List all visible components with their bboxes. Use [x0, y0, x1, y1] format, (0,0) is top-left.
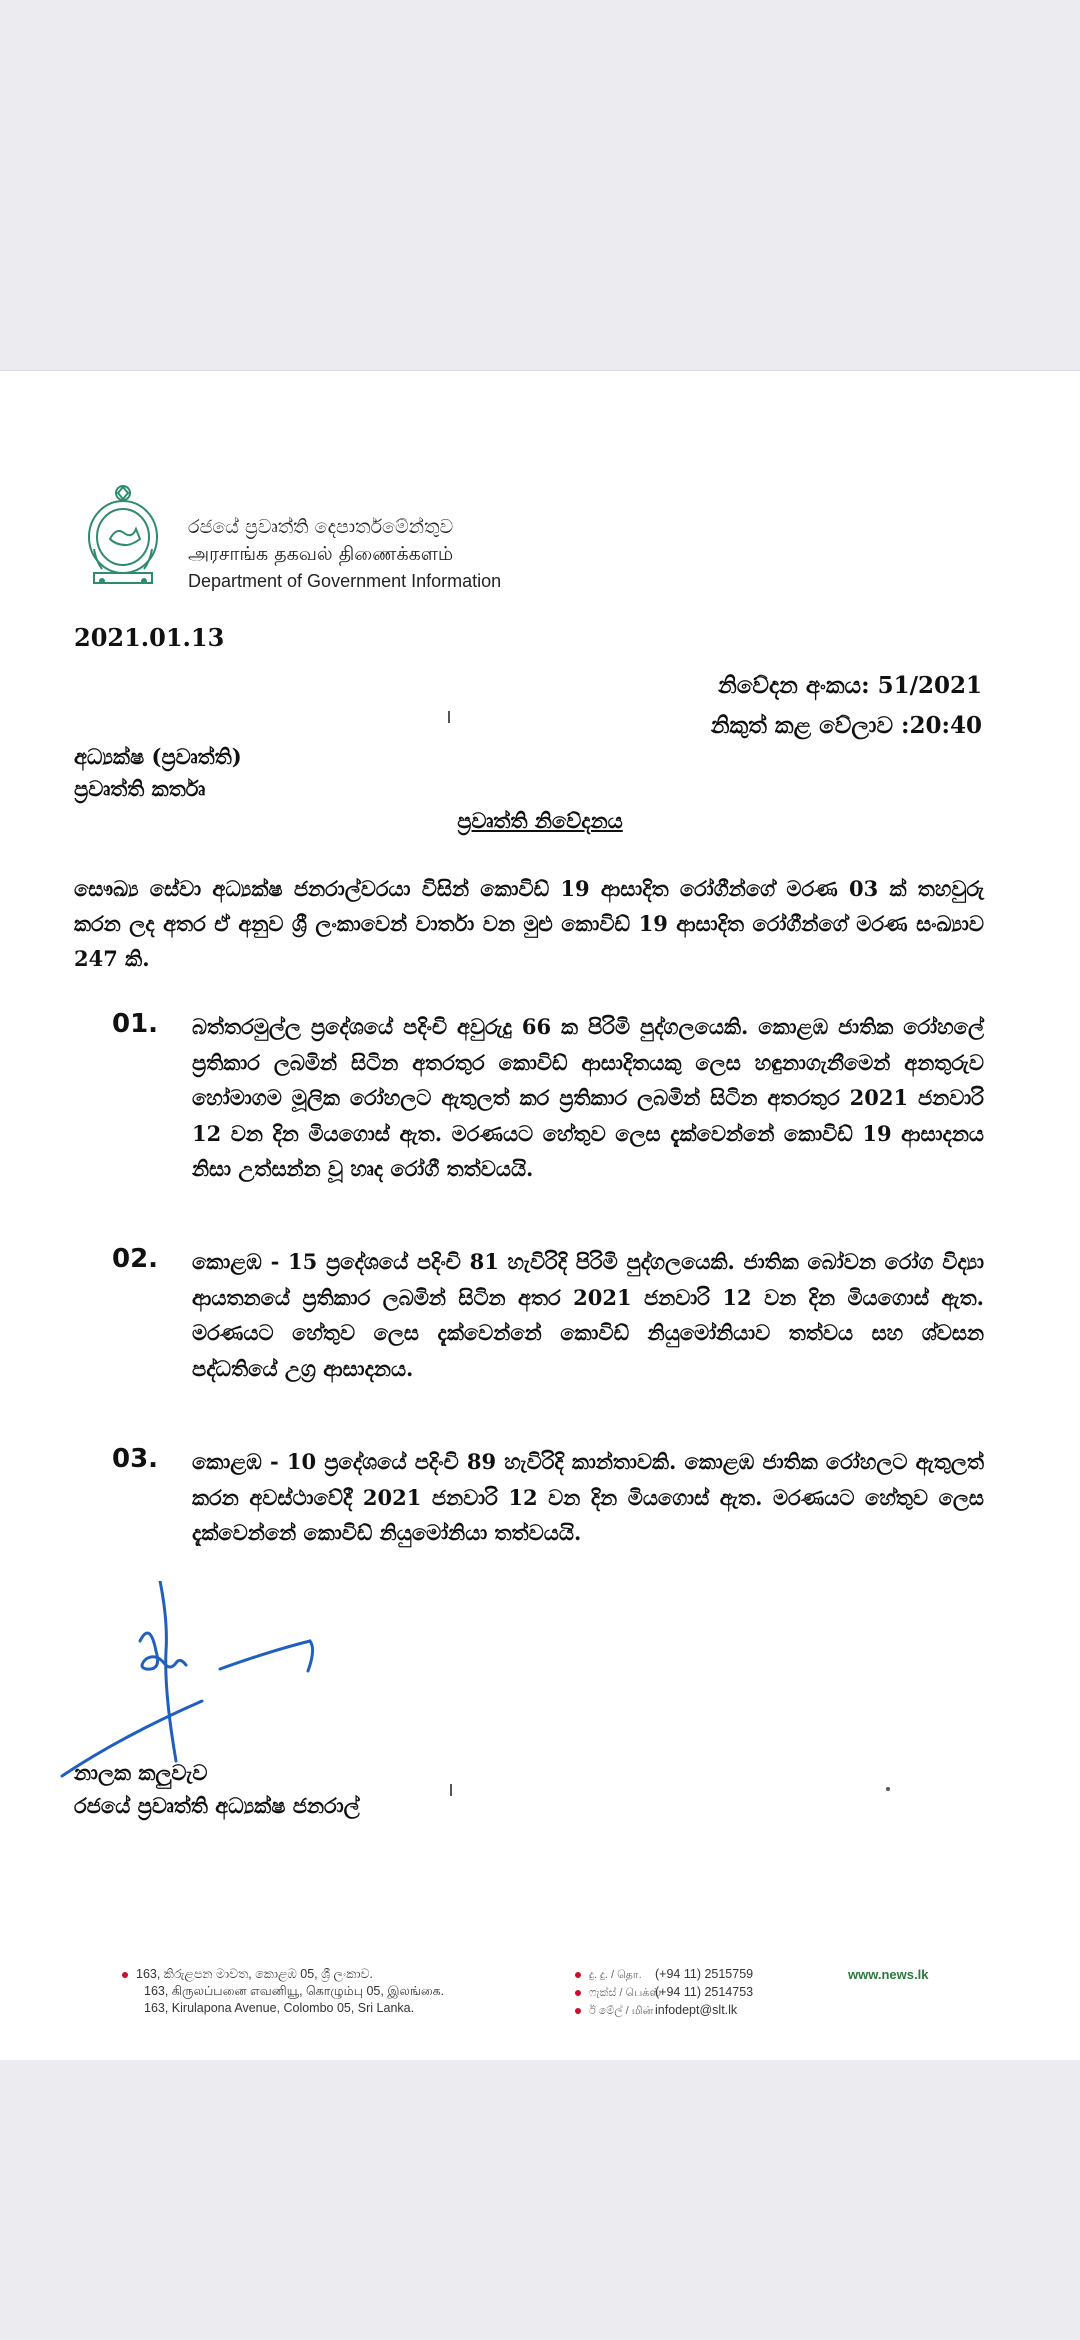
address-tamil: 163, கிருலப்பனை எவனியூ, கொழும்பு 05, இலங்கை. — [144, 1984, 445, 1998]
subject-text: ප්‍රවෘත්ති නිවේදනය — [457, 808, 623, 833]
press-release-document — [0, 370, 1080, 2062]
scan-mark — [886, 1787, 890, 1791]
scan-mark — [450, 1784, 452, 1796]
handwritten-signature — [60, 1581, 340, 1781]
signer-title: රජයේ ප්‍රවෘත්ති අධ්‍යක්ෂ ජනරාල් — [74, 1793, 360, 1818]
department-header — [188, 514, 501, 595]
footer-address — [122, 1966, 444, 2017]
email-address: infodept@slt.lk — [655, 2003, 738, 2017]
address-sinhala: 163, කිරුළපන මාවත, කොළඹ 05, ශ්‍රී ලංකාව. — [136, 1967, 373, 1981]
signer-name: නාලක කලුවැව — [74, 1760, 208, 1785]
addressee — [74, 741, 242, 805]
release-time: නිකුත් කළ වේලාව :20:40 — [710, 712, 982, 739]
bullet-icon — [575, 2008, 581, 2014]
list-item — [112, 1244, 984, 1386]
phone-number: (+94 11) 2515759 — [655, 1967, 754, 1981]
item-text: කොළඹ - 10 ප්‍රදේශයේ පදිංචි 89 හැවිරිදි කාන්තාවකි. කොළඹ ජාතික රෝහලට ඇතුලත් කරන අවස්ථාවේදී 2021 ජනවාරි 12 වන දින මියගොස් ඇත. මරණයට හේතුව ලෙස දැක්වෙන්නේ කොවිඩ් නියුමෝනියා තත්වයයි. — [192, 1449, 984, 1545]
item-number: 03. — [112, 1444, 159, 1474]
list-item — [112, 1009, 984, 1187]
fax-label: ෆැක්ස් / பெக்ஸ் — [589, 1987, 662, 1999]
item-text: කොළඹ - 15 ප්‍රදේශයේ පදිංචි 81 හැවිරිදි පිරිමි පුද්ගලයෙකි. ජාතික බෝවන රෝග විද්‍යා ආයතනයේ ප්‍රතිකාර ලබමින් සිටින අතර 2021 ජනවාරි 12 වන දින මියගොස් ඇත. මරණයට හේතුව ලෙස දැක්වෙන්නේ කොවිඩ් නියුමෝනියාව තත්වය සහ ශ්වසන පද්ධතියේ උග්‍ර ආසාදනය. — [192, 1249, 984, 1381]
bullet-icon — [575, 1972, 581, 1978]
screen-top-background — [0, 0, 1080, 370]
release-reference — [711, 666, 982, 746]
dept-name-tamil: அரசாங்க தகவல் திணைக்களம் — [188, 543, 454, 565]
sri-lanka-emblem-icon — [82, 481, 164, 593]
email-label: ඊ මේල් / மின் — [589, 2005, 654, 2017]
list-item — [112, 1444, 984, 1551]
subject-heading — [0, 808, 1080, 834]
item-number: 02. — [112, 1244, 159, 1274]
item-number: 01. — [112, 1009, 159, 1039]
intro-paragraph: සෞඛ්‍ය සේවා අධ්‍යක්ෂ ජනරාල්වරයා විසින් කොවිඩ් 19 ආසාදිත රෝගීන්ගේ මරණ 03 ක් තහවුරු කරන ලද අතර ඒ අනුව ශ්‍රී ලංකාවෙන් වාර්තා වන මුළු කොවිඩ් 19 ආසාදිත රෝගීන්ගේ මරණ සංඛ්‍යාව 247 කි. — [74, 876, 984, 971]
item-text: බත්තරමුල්ල ප්‍රදේශයේ පදිංචි අවුරුදු 66 ක පිරිමි පුද්ගලයෙකි. කොළඹ ජාතික රෝහලේ ප්‍රතිකාර ලබමින් සිටින අතරතුර කොවිඩ් ආසාදිතයකු ලෙස හඳුනාගැනීමෙන් අනතුරුව හෝමාගම මූලික රෝහලට ඇතුලත් කර ප්‍රතිකාර ලබමින් සිටින අතරතුර 2021 ජනවාරි 12 වන දින මියගොස් ඇත. මරණයට හේතුව ලෙස දැක්වෙන්නේ කොවිඩ් 19 ආසාදනය නිසා උත්සන්න වූ හෘද රෝගී තත්වයයි. — [192, 1014, 984, 1181]
footer-contacts — [575, 1966, 753, 2020]
addressee-line-2: ප්‍රවෘත්ති කර්තෘ — [74, 776, 206, 801]
bullet-icon — [575, 1990, 581, 1996]
release-date: 2021.01.13 — [74, 623, 225, 652]
release-number: නිවේදන අංකය: 51/2021 — [718, 672, 982, 699]
fax-number: (+94 11) 2514753 — [655, 1985, 754, 1999]
dept-name-sinhala: රජයේ ප්‍රවෘත්ති දෙපාර්තමේන්තුව — [188, 516, 454, 538]
address-english: 163, Kirulapona Avenue, Colombo 05, Sri Lanka. — [144, 2001, 415, 2015]
dept-name-english: Department of Government Information — [188, 571, 502, 591]
footer-website: www.news.lk — [848, 1967, 929, 1982]
signatory — [74, 1756, 360, 1822]
bullet-icon — [122, 1972, 128, 1978]
scan-mark — [448, 711, 450, 723]
screen-bottom-background — [0, 2060, 1080, 2340]
addressee-line-1: අධ්‍යක්ෂ (ප්‍රවෘත්ති) — [74, 744, 242, 769]
phone-label: දු. දු. / தொ. — [589, 1969, 642, 1981]
